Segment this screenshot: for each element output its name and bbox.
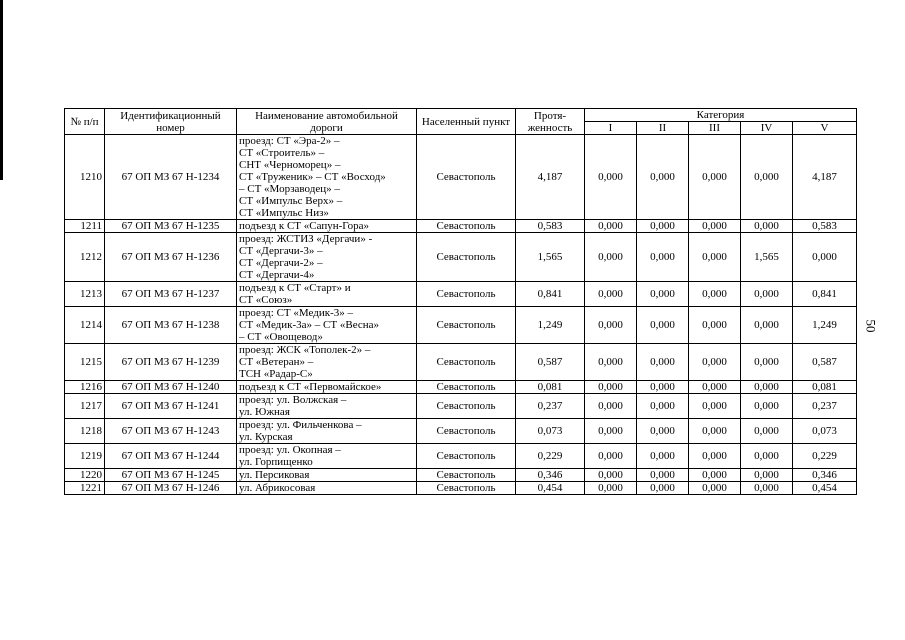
row-cat-4: 0,000	[741, 394, 793, 419]
road-name-line: проезд: ул. Окопная –	[239, 444, 341, 456]
road-name-line: проезд: ЖСТИЗ «Дергачи» -	[239, 233, 373, 245]
row-id: 67 ОП МЗ 67 Н-1239	[105, 344, 237, 381]
table-row	[65, 381, 857, 394]
row-cat-2: 0,000	[637, 135, 689, 220]
row-cat-1: 0,000	[585, 394, 637, 419]
row-cat-2: 0,000	[637, 233, 689, 282]
row-road-name	[237, 282, 417, 307]
row-cat-4: 0,000	[741, 482, 793, 495]
road-name-line: СТ «Импульс Низ»	[239, 207, 329, 219]
row-cat-5: 0,237	[793, 394, 857, 419]
row-cat-3: 0,000	[689, 381, 741, 394]
row-length: 0,346	[516, 469, 585, 482]
row-cat-3: 0,000	[689, 344, 741, 381]
row-cat-3: 0,000	[689, 282, 741, 307]
table-row	[65, 233, 857, 282]
row-cat-5: 0,000	[793, 233, 857, 282]
road-name-line: подъезд к СТ «Старт» и	[239, 282, 351, 294]
road-name-line: проезд: СТ «Эра-2» –	[239, 135, 340, 147]
road-name-line: СТ «Дергачи-4»	[239, 269, 315, 281]
table-row	[65, 482, 857, 495]
row-cat-2: 0,000	[637, 394, 689, 419]
road-name-line: СТ «Дергачи-2» –	[239, 257, 323, 269]
row-length: 0,073	[516, 419, 585, 444]
row-num: 1214	[65, 307, 105, 344]
road-name-line: – СТ «Морзаводец» –	[239, 183, 340, 195]
left-margin-bar	[0, 0, 3, 180]
row-length: 0,081	[516, 381, 585, 394]
row-num: 1210	[65, 135, 105, 220]
row-cat-5: 0,346	[793, 469, 857, 482]
road-name-line: СТ «Дергачи-3» –	[239, 245, 323, 257]
row-id: 67 ОП МЗ 67 Н-1240	[105, 381, 237, 394]
row-cat-1: 0,000	[585, 482, 637, 495]
road-name-line: проезд: СТ «Медик-3» –	[239, 307, 354, 319]
row-road-name	[237, 469, 417, 482]
row-cat-4: 1,565	[741, 233, 793, 282]
row-id: 67 ОП МЗ 67 Н-1238	[105, 307, 237, 344]
header-place: Населенный пункт	[417, 109, 516, 135]
row-cat-4: 0,000	[741, 419, 793, 444]
row-road-name	[237, 220, 417, 233]
road-name-line: подъезд к СТ «Сапун-Гора»	[239, 220, 370, 232]
table-row	[65, 394, 857, 419]
row-cat-2: 0,000	[637, 381, 689, 394]
row-id: 67 ОП МЗ 67 Н-1246	[105, 482, 237, 495]
row-cat-5: 0,583	[793, 220, 857, 233]
road-name-line: СНТ «Черноморец» –	[239, 159, 341, 171]
row-num: 1221	[65, 482, 105, 495]
row-cat-4: 0,000	[741, 444, 793, 469]
header-num: № п/п	[65, 109, 105, 135]
row-cat-5: 0,081	[793, 381, 857, 394]
row-cat-1: 0,000	[585, 282, 637, 307]
row-cat-3: 0,000	[689, 469, 741, 482]
table-body	[65, 135, 857, 495]
row-cat-3: 0,000	[689, 394, 741, 419]
row-cat-3: 0,000	[689, 307, 741, 344]
row-length: 1,249	[516, 307, 585, 344]
row-id: 67 ОП МЗ 67 Н-1245	[105, 469, 237, 482]
road-name-line: ул. Курская	[239, 431, 293, 443]
row-length: 1,565	[516, 233, 585, 282]
row-place: Севастополь	[417, 344, 516, 381]
row-cat-1: 0,000	[585, 469, 637, 482]
row-id: 67 ОП МЗ 67 Н-1235	[105, 220, 237, 233]
header-cat-5: V	[793, 122, 857, 135]
row-place: Севастополь	[417, 469, 516, 482]
row-cat-5: 0,229	[793, 444, 857, 469]
road-name-line: ул. Персиковая	[239, 469, 310, 481]
row-cat-4: 0,000	[741, 381, 793, 394]
table-row	[65, 282, 857, 307]
row-num: 1219	[65, 444, 105, 469]
row-cat-4: 0,000	[741, 220, 793, 233]
row-cat-2: 0,000	[637, 444, 689, 469]
row-cat-1: 0,000	[585, 307, 637, 344]
row-cat-2: 0,000	[637, 482, 689, 495]
road-name-line: ул. Южная	[239, 406, 290, 418]
row-cat-4: 0,000	[741, 135, 793, 220]
row-place: Севастополь	[417, 220, 516, 233]
row-place: Севастополь	[417, 307, 516, 344]
road-name-line: проезд: ул. Фильченкова –	[239, 419, 362, 431]
row-cat-5: 0,073	[793, 419, 857, 444]
road-name-line: ул. Горпищенко	[239, 456, 313, 468]
road-name-line: СТ «Труженик» – СТ «Восход»	[239, 171, 386, 183]
header-cat-3: III	[689, 122, 741, 135]
row-cat-4: 0,000	[741, 469, 793, 482]
table-row	[65, 135, 857, 220]
row-length: 0,454	[516, 482, 585, 495]
road-name-line: ул. Абрикосовая	[239, 482, 316, 494]
row-cat-3: 0,000	[689, 482, 741, 495]
row-road-name	[237, 307, 417, 344]
row-place: Севастополь	[417, 444, 516, 469]
row-num: 1211	[65, 220, 105, 233]
header-id: Идентификационный номер	[105, 109, 237, 135]
header-category: Категория	[585, 109, 857, 122]
road-name-line: проезд: ул. Волжская –	[239, 394, 347, 406]
row-place: Севастополь	[417, 233, 516, 282]
row-cat-2: 0,000	[637, 220, 689, 233]
row-road-name	[237, 233, 417, 282]
row-cat-2: 0,000	[637, 419, 689, 444]
row-cat-5: 1,249	[793, 307, 857, 344]
row-id: 67 ОП МЗ 67 Н-1243	[105, 419, 237, 444]
row-cat-1: 0,000	[585, 419, 637, 444]
table-row	[65, 419, 857, 444]
row-num: 1213	[65, 282, 105, 307]
row-cat-2: 0,000	[637, 307, 689, 344]
row-length: 0,587	[516, 344, 585, 381]
row-cat-4: 0,000	[741, 344, 793, 381]
road-name-line: СТ «Импульс Верх» –	[239, 195, 343, 207]
row-cat-1: 0,000	[585, 344, 637, 381]
header-row-top	[65, 109, 857, 122]
row-length: 0,841	[516, 282, 585, 307]
row-cat-5: 0,587	[793, 344, 857, 381]
row-num: 1218	[65, 419, 105, 444]
table-row	[65, 444, 857, 469]
row-length: 0,237	[516, 394, 585, 419]
row-road-name	[237, 482, 417, 495]
road-name-line: СТ «Строитель» –	[239, 147, 325, 159]
road-name-line: подъезд к СТ «Первомайское»	[239, 381, 382, 393]
road-name-line: – СТ «Овощевод»	[239, 331, 323, 343]
header-cat-1: I	[585, 122, 637, 135]
row-road-name	[237, 419, 417, 444]
row-place: Севастополь	[417, 419, 516, 444]
table-row	[65, 469, 857, 482]
row-cat-3: 0,000	[689, 444, 741, 469]
row-length: 4,187	[516, 135, 585, 220]
row-id: 67 ОП МЗ 67 Н-1244	[105, 444, 237, 469]
row-cat-1: 0,000	[585, 233, 637, 282]
row-cat-1: 0,000	[585, 135, 637, 220]
row-road-name	[237, 394, 417, 419]
header-length: Протя-женность	[516, 109, 585, 135]
row-cat-5: 0,454	[793, 482, 857, 495]
row-id: 67 ОП МЗ 67 Н-1237	[105, 282, 237, 307]
row-cat-5: 0,841	[793, 282, 857, 307]
row-place: Севастополь	[417, 394, 516, 419]
row-place: Севастополь	[417, 282, 516, 307]
row-road-name	[237, 344, 417, 381]
row-road-name	[237, 135, 417, 220]
row-num: 1215	[65, 344, 105, 381]
row-place: Севастополь	[417, 482, 516, 495]
row-length: 0,583	[516, 220, 585, 233]
row-cat-1: 0,000	[585, 444, 637, 469]
table-row	[65, 220, 857, 233]
row-cat-1: 0,000	[585, 381, 637, 394]
row-cat-3: 0,000	[689, 233, 741, 282]
row-num: 1220	[65, 469, 105, 482]
road-name-line: СТ «Союз»	[239, 294, 293, 306]
row-cat-3: 0,000	[689, 419, 741, 444]
row-road-name	[237, 381, 417, 394]
header-name: Наименование автомобильной дороги	[237, 109, 417, 135]
row-cat-2: 0,000	[637, 344, 689, 381]
row-num: 1212	[65, 233, 105, 282]
row-place: Севастополь	[417, 381, 516, 394]
row-id: 67 ОП МЗ 67 Н-1236	[105, 233, 237, 282]
row-cat-2: 0,000	[637, 469, 689, 482]
header-cat-2: II	[637, 122, 689, 135]
row-num: 1217	[65, 394, 105, 419]
header-cat-4: IV	[741, 122, 793, 135]
row-cat-4: 0,000	[741, 307, 793, 344]
road-name-line: СТ «Медик-3а» – СТ «Весна»	[239, 319, 380, 331]
roads-table	[64, 108, 857, 495]
row-road-name	[237, 444, 417, 469]
row-cat-5: 4,187	[793, 135, 857, 220]
row-cat-3: 0,000	[689, 220, 741, 233]
row-cat-3: 0,000	[689, 135, 741, 220]
row-num: 1216	[65, 381, 105, 394]
row-cat-2: 0,000	[637, 282, 689, 307]
road-name-line: СТ «Ветеран» –	[239, 356, 314, 368]
road-name-line: ТСН «Радар-С»	[239, 368, 313, 380]
row-cat-1: 0,000	[585, 220, 637, 233]
row-cat-4: 0,000	[741, 282, 793, 307]
page-number: 50	[863, 319, 879, 333]
row-place: Севастополь	[417, 135, 516, 220]
row-id: 67 ОП МЗ 67 Н-1241	[105, 394, 237, 419]
row-id: 67 ОП МЗ 67 Н-1234	[105, 135, 237, 220]
road-name-line: проезд: ЖСК «Тополек-2» –	[239, 344, 371, 356]
row-length: 0,229	[516, 444, 585, 469]
table-row	[65, 344, 857, 381]
table-row	[65, 307, 857, 344]
